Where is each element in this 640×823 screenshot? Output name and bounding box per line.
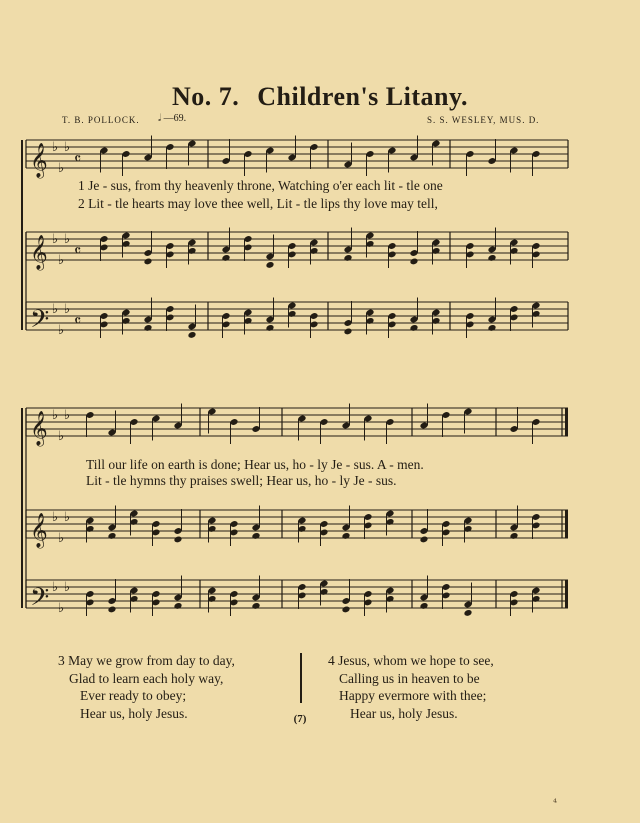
treble-clef-icon: 𝄞 [30, 411, 48, 446]
bass-clef-icon: 𝄢 [30, 305, 50, 340]
stanza-4-line-4: Hear us, holy Jesus. [350, 705, 458, 721]
hymn-number: No. 7. [171, 82, 240, 111]
lyric-verse-1-line-1: 1 Je - sus, from thy heavenly throne, Watching o'er each lit - tle one [78, 178, 443, 193]
stanza-4-line-3: Happy evermore with thee; [339, 688, 487, 703]
stanza-3-line-3: Ever ready to obey; [80, 688, 187, 703]
treble-clef-icon: 𝄞 [30, 513, 48, 548]
stanza-3-line-2: Glad to learn each holy way, [69, 670, 224, 686]
flat-icon: ♭ [64, 510, 71, 525]
flat-icon: ♭ [64, 580, 71, 595]
stanza-divider [300, 653, 302, 703]
note-head [341, 532, 350, 540]
lyricist-credit: T. B. POLLOCK. [62, 115, 140, 125]
flat-icon: ♭ [52, 302, 59, 317]
note-head [143, 257, 152, 265]
flat-icon: ♭ [52, 232, 59, 247]
flat-icon: ♭ [58, 161, 65, 176]
stanza-4-line-1: 4 Jesus, whom we hope to see, [328, 653, 494, 668]
final-barline-thick [565, 408, 568, 436]
flat-icon: ♭ [58, 253, 65, 268]
note-head [409, 257, 418, 265]
treble-clef-icon: 𝄞 [30, 235, 48, 270]
final-barline-thick [565, 510, 568, 538]
note-head [343, 254, 352, 262]
note-head [143, 324, 152, 332]
flat-icon: ♭ [64, 232, 71, 247]
flat-icon: ♭ [58, 323, 65, 338]
flat-icon: ♭ [64, 408, 71, 423]
note-head [341, 605, 350, 613]
stanza-3 [58, 652, 235, 722]
note-head [187, 331, 196, 339]
note-head [107, 605, 116, 613]
lyric-verse-1-line-2: Till our life on earth is done; Hear us, ho - ly Je - sus. A - men. [86, 457, 424, 472]
flat-icon: ♭ [52, 140, 59, 155]
note-head [463, 609, 472, 617]
page-corner-mark: ⁴ [553, 798, 558, 809]
common-time-icon: 𝄴 [74, 241, 82, 260]
treble-clef-icon: 𝄞 [30, 143, 48, 178]
note-head [251, 602, 260, 610]
note-head [173, 602, 182, 610]
composer-credit: S. S. WESLEY, MUS. D. [427, 115, 540, 125]
note-head [107, 532, 116, 540]
flat-icon: ♭ [58, 601, 65, 616]
final-barline-thick [565, 580, 568, 608]
flat-icon: ♭ [52, 510, 59, 525]
flat-icon: ♭ [52, 580, 59, 595]
stanza-3-line-1: 3 May we grow from day to day, [58, 653, 235, 668]
flat-icon: ♭ [64, 140, 71, 155]
note-head [343, 327, 352, 335]
note-head [487, 254, 496, 262]
note-head [251, 532, 260, 540]
stanza-4-line-2: Calling us in heaven to be [339, 670, 480, 686]
lyric-verse-2-line-1: 2 Lit - tle hearts may love thee well, Lit - tle lips thy love may tell, [78, 196, 438, 211]
note-head [221, 254, 230, 262]
note-head [173, 535, 182, 543]
note-head [265, 324, 274, 332]
tempo-marking: 𝅗𝅥 —69. [158, 113, 187, 124]
common-time-icon: 𝄴 [74, 311, 82, 330]
note-head [265, 261, 274, 269]
hymn-title: Children's Litany. [257, 82, 469, 111]
flat-icon: ♭ [64, 302, 71, 317]
flat-icon: ♭ [58, 429, 65, 444]
page-number: (7) [293, 713, 307, 725]
common-time-icon: 𝄴 [74, 149, 82, 168]
note-head [419, 602, 428, 610]
stanza-3-line-4: Hear us, holy Jesus. [80, 705, 188, 721]
note-head [419, 535, 428, 543]
note-head [487, 324, 496, 332]
note-head [509, 532, 518, 540]
stanza-4 [328, 652, 494, 722]
flat-icon: ♭ [52, 408, 59, 423]
lyric-verse-2-line-2: Lit - tle hymns thy praises swell; Hear us, ho - ly Je - sus. [86, 473, 397, 488]
flat-icon: ♭ [58, 531, 65, 546]
note-head [409, 324, 418, 332]
bass-clef-icon: 𝄢 [30, 583, 50, 618]
